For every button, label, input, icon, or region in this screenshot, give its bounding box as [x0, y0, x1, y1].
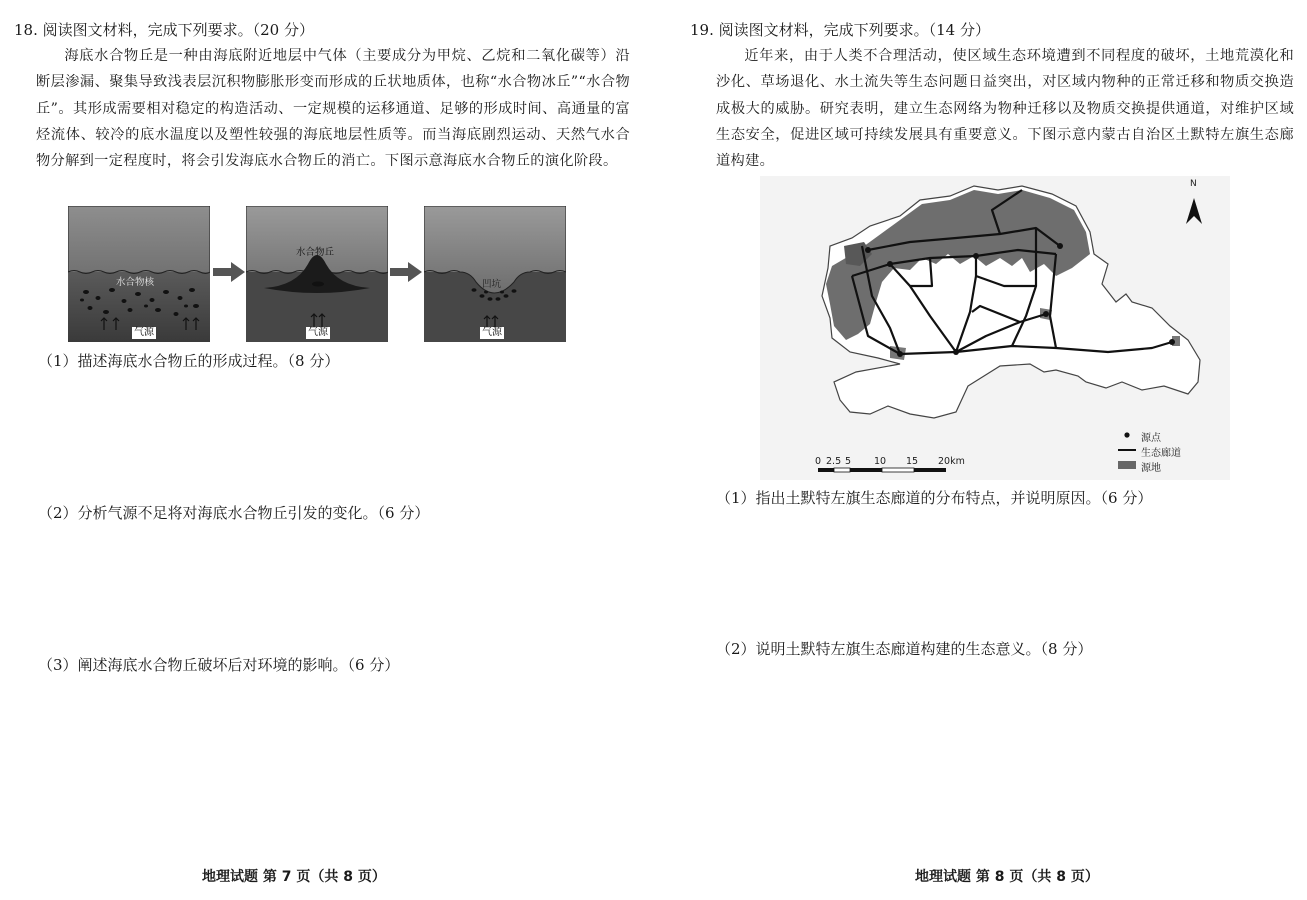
q18-heading: 18. 阅读图文材料，完成下列要求。（20 分）	[14, 21, 314, 39]
hydrate-nucleus-label: 水合物核	[116, 277, 155, 288]
scale-label-20km: 20km	[938, 456, 965, 467]
gas-source-label: 气源	[134, 327, 154, 338]
left-page-footer: 地理试题 第 7 页（共 8 页）	[202, 869, 386, 885]
q18-paragraph: 海底水合物丘是一种由海底附近地层中气体（主要成分为甲烷、乙烷和二氧化碳等）沿断层渗漏、聚集导致浅表层沉积物膨胀形变而形成的丘状地质体，也称“水合物冰丘”“水合物丘”。其形成需要相对稳定的构造活动、一定规模的运移通道、足够的形成时间、高通量的富烃流体、较冷的底水温度以及塑性较强的海底地层性质等。而当海底剧烈运动、天然气水合物分解到一定程度时，将会引发海底水合物丘的消亡。下图示意海底水合物丘的演化阶段。	[36, 48, 630, 170]
legend-source-area: 源地	[1141, 463, 1161, 474]
q18-sub3: （3）阐述海底水合物丘破坏后对环境的影响。（6 分）	[38, 656, 400, 674]
pit-label: 凹坑	[482, 279, 502, 290]
stage-arrow-icon	[390, 262, 422, 286]
scale-label-15: 15	[906, 456, 919, 467]
figure-panel-pit	[424, 206, 566, 342]
legend-corridor: 生态廊道	[1141, 448, 1181, 459]
q18-sub1: （1）描述海底水合物丘的形成过程。（8 分）	[38, 352, 340, 370]
gas-source-label: 气源	[308, 327, 328, 338]
q19-sub1: （1）指出土默特左旗生态廊道的分布特点，并说明原因。（6 分）	[716, 489, 1153, 507]
q19-paragraph: 近年来，由于人类不合理活动，使区域生态环境遭到不同程度的破坏，土地荒漠化和沙化、草场退化、水土流失等生态问题日益突出，对区域内物种的正常迁移和物质交换造成极大的威胁。研究表明，建立生态网络为物种迁移以及物质交换提供通道，对维护区域生态安全，促进区域可持续发展具有重要意义。下图示意内蒙古自治区土默特左旗生态廊道构建。	[716, 48, 1294, 170]
scale-label-5: 5	[845, 456, 852, 467]
legend-source-point: 源点	[1141, 433, 1161, 444]
q19-heading: 19. 阅读图文材料，完成下列要求。（14 分）	[690, 21, 990, 39]
q19-sub2: （2）说明土默特左旗生态廊道构建的生态意义。（8 分）	[716, 640, 1093, 658]
north-label: N	[1190, 179, 1197, 189]
stage-arrow-icon	[213, 262, 245, 286]
gas-source-label: 气源	[482, 327, 502, 338]
ecological-corridor-map	[760, 176, 1230, 480]
figure-panel-hydrate-nucleus	[68, 206, 210, 342]
figure-panel-hydrate-mound	[246, 206, 388, 342]
scale-label-10: 10	[874, 456, 887, 467]
scale-label-0: 0	[815, 456, 822, 467]
hydrate-mound-label: 水合物丘	[296, 247, 335, 258]
scale-label-2-5: 2.5	[826, 456, 842, 467]
right-page-footer: 地理试题 第 8 页（共 8 页）	[915, 869, 1099, 885]
q18-sub2: （2）分析气源不足将对海底水合物丘引发的变化。（6 分）	[38, 504, 430, 522]
